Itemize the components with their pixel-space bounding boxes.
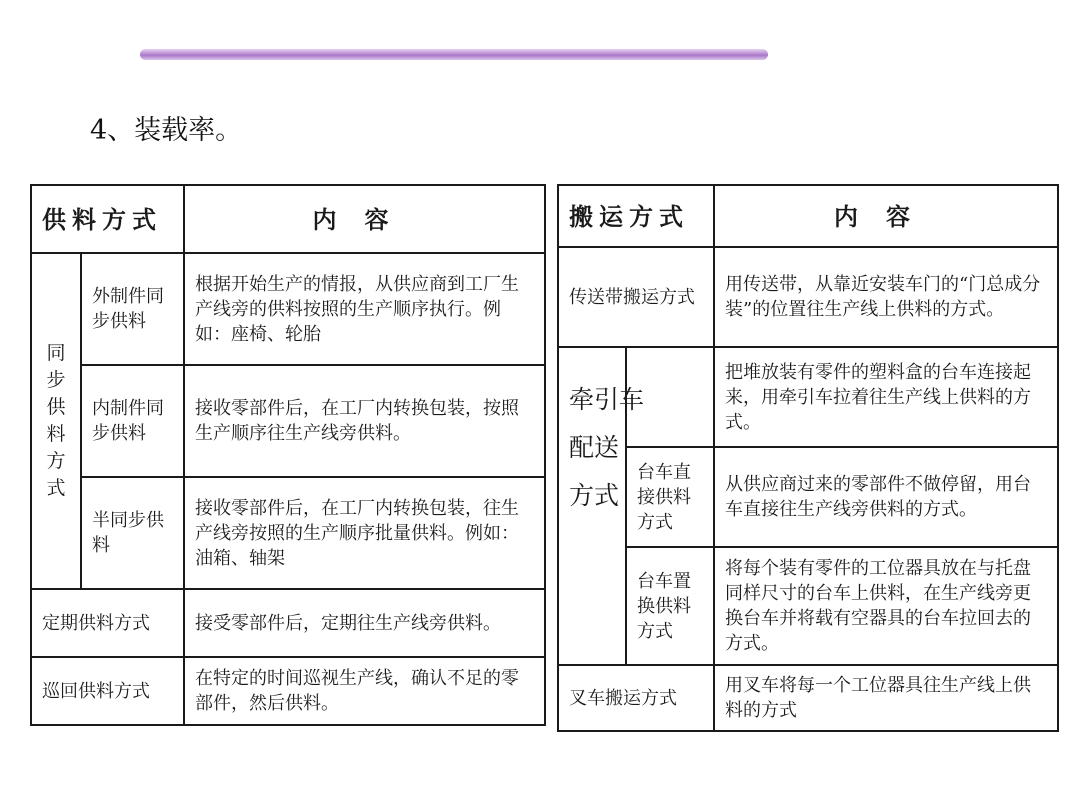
content-cell-tractor: 把堆放装有零件的塑料盒的台车连接起来，用牵引车拉着往生产线上供料的方式。	[714, 347, 1058, 447]
content-cell: 接收零部件后，在工厂内转换包装，往生产线旁按照的生产顺序批量供料。例如：油箱、轴架	[184, 477, 545, 589]
method-cell-patrol: 巡回供料方式	[31, 657, 184, 725]
method-cell: 半同步供料	[81, 477, 184, 589]
content-cell-direct-cart: 从供应商过来的零部件不做停留，用台车直接往生产线旁供料的方式。	[714, 447, 1058, 547]
tractor-label-line1: 牵引车	[569, 385, 645, 414]
content-cell-conveyor: 用传送带，从靠近安装车门的“门总成分装”的位置往生产线上供料的方式。	[714, 247, 1058, 347]
group-label-text: 同步供料方式	[46, 342, 66, 499]
content-cell: 根据开始生产的情报，从供应商到工厂生产线旁的供料按照的生产顺序执行。例如：座椅、轮胎	[184, 253, 545, 365]
tractor-label-line3: 方式	[569, 481, 620, 510]
content-cell-swap-cart: 将每个装有零件的工位器具放在与托盘同样尺寸的台车上供料，在生产线旁更换台车并将载有空器具的台车拉回去的方式。	[714, 547, 1058, 665]
header-content: 内容	[714, 185, 1058, 247]
content-cell-periodic: 接受零部件后，定期往生产线旁供料。	[184, 589, 545, 657]
transport-methods-table	[557, 184, 1059, 732]
page-heading: 4、装载率。	[90, 115, 243, 146]
content-cell: 接收零部件后，在工厂内转换包装，按照生产顺序往生产线旁供料。	[184, 365, 545, 477]
group-label-tractor	[558, 347, 645, 665]
method-cell-forklift: 叉车搬运方式	[558, 665, 714, 731]
method-cell-direct-cart: 台车直接供料方式	[626, 447, 714, 547]
content-cell-patrol: 在特定的时间巡视生产线，确认不足的零部件，然后供料。	[184, 657, 545, 725]
header-supply-method: 供料方式	[31, 185, 184, 253]
decorative-accent-bar	[140, 49, 768, 60]
method-cell-swap-cart: 台车置换供料方式	[626, 547, 714, 665]
method-cell: 内制件同步供料	[81, 365, 184, 477]
group-label-sync-supply	[31, 253, 81, 589]
header-transport-method: 搬运方式	[558, 185, 714, 247]
supply-methods-table	[30, 184, 546, 726]
method-cell: 外制件同步供料	[81, 253, 184, 365]
method-cell-periodic: 定期供料方式	[31, 589, 184, 657]
content-cell-forklift: 用叉车将每一个工位器具往生产线上供料的方式	[714, 665, 1058, 731]
header-content: 内容	[184, 185, 545, 253]
tractor-label-line2: 配送	[569, 433, 620, 462]
method-cell-conveyor: 传送带搬运方式	[558, 247, 714, 347]
